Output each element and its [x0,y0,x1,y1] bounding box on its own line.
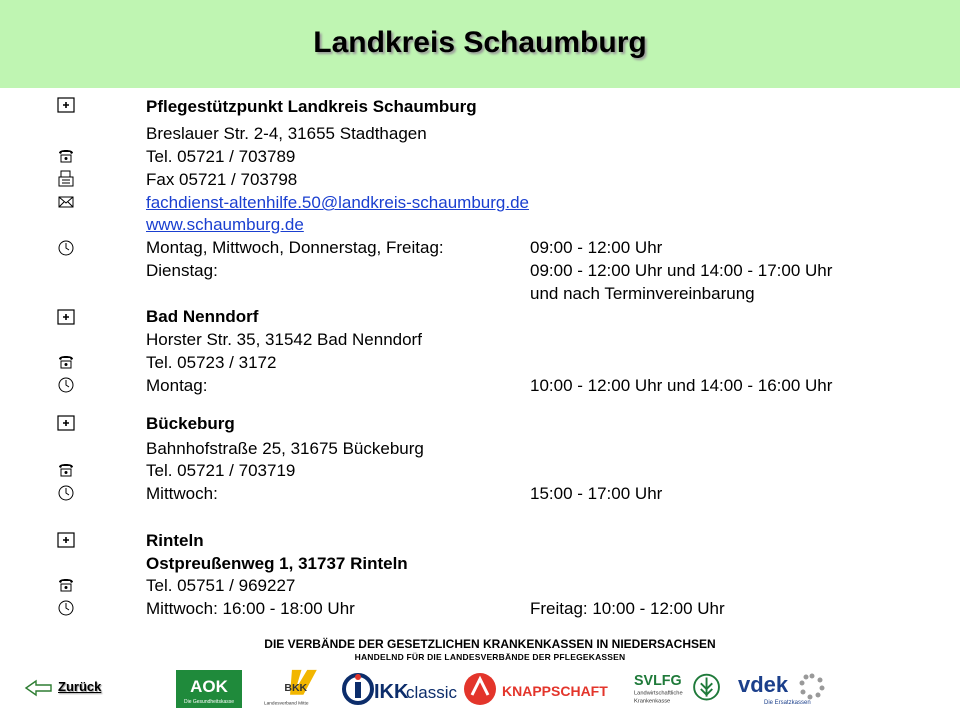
bueckeburg-tel: Tel. 05721 / 703719 [146,461,296,480]
ikk-classic-logo[interactable] [342,668,458,710]
knappschaft-logo-text: KNAPPSCHAFT [502,683,608,699]
vdek-logo-text: vdek [738,672,789,697]
back-button[interactable] [24,674,134,704]
footer-line-2: HANDELND FÜR DIE LANDESVERBÄNDE DER PFLEGEKASSEN [354,652,626,662]
main-tel: Tel. 05721 / 703789 [146,147,296,166]
aok-logo-text: AOK [190,677,228,696]
arrow-left-icon [24,678,54,698]
svlfg-logo-sub2: Krankenkasse [634,698,671,705]
bkk-logo-sub: Landesverband Mitte [263,701,309,707]
health-cross-icon [56,530,76,550]
clock-icon [56,483,76,503]
knappschaft-logo[interactable] [462,668,612,710]
svlfg-logo-text: SVLFG [634,673,682,690]
nenndorf-name: Bad Nenndorf [146,307,259,326]
website-link[interactable]: www.schaumburg.de [146,215,304,234]
main-hours-time-0: 09:00 - 12:00 Uhr [530,238,663,257]
mail-icon [56,192,76,212]
rinteln-address: Ostpreußenweg 1, 31737 Rinteln [146,554,408,573]
rinteln-day: Mittwoch: 16:00 - 18:00 Uhr [146,599,355,618]
ikk-logo-text: IKK [374,681,409,703]
clock-icon [56,238,76,258]
rinteln-tel: Tel. 05751 / 969227 [146,576,296,595]
rinteln-time: Freitag: 10:00 - 12:00 Uhr [530,599,725,618]
svlfg-logo-sub1: Landwirtschaftliche [634,690,683,697]
fax-icon [56,169,76,189]
svlfg-logo[interactable] [628,668,724,710]
bueckeburg-name: Bückeburg [146,414,235,433]
phone-icon [56,575,76,595]
main-hours-day-1: Dienstag: [146,261,218,280]
vdek-logo-sub: Die Ersatzkassen [764,700,811,706]
page-title: Landkreis Schaumburg [313,26,647,59]
main-hours-time-1: 09:00 - 12:00 Uhr und 14:00 - 17:00 Uhr [530,261,833,280]
footer-line-1: DIE VERBÄNDE DER GESETZLICHEN KRANKENKASSEN IN NIEDERSACHSEN [264,637,716,651]
health-cross-icon [56,307,76,327]
bueckeburg-address: Bahnhofstraße 25, 31675 Bückeburg [146,439,424,458]
phone-icon [56,146,76,166]
rinteln-name: Rinteln [146,531,204,550]
main-name: Pflegestützpunkt Landkreis Schaumburg [146,97,477,116]
nenndorf-time: 10:00 - 12:00 Uhr und 14:00 - 16:00 Uhr [530,376,833,395]
nenndorf-day: Montag: [146,376,208,395]
main-address: Breslauer Str. 2-4, 31655 Stadthagen [146,124,427,143]
main-hours-day-0: Montag, Mittwoch, Donnerstag, Freitag: [146,238,444,257]
bueckeburg-day: Mittwoch: [146,484,218,503]
nenndorf-address: Horster Str. 35, 31542 Bad Nenndorf [146,330,422,349]
vdek-logo[interactable] [736,668,828,710]
nenndorf-tel: Tel. 05723 / 3172 [146,353,277,372]
bkk-logo[interactable] [256,668,326,710]
health-cross-icon [56,95,76,115]
phone-icon [56,352,76,372]
aok-logo[interactable] [176,668,242,710]
back-label: Zurück [58,679,102,694]
email-link[interactable]: fachdienst-altenhilfe.50@landkreis-schaumburg.de [146,193,529,212]
ikk-logo-sub: classic [406,683,458,702]
phone-icon [56,460,76,480]
main-hours-time-2: und nach Terminvereinbarung [530,284,755,303]
bueckeburg-time: 15:00 - 17:00 Uhr [530,484,663,503]
aok-logo-sub: Die Gesundheitskasse [183,699,235,705]
clock-icon [56,375,76,395]
bkk-logo-text: BKK [284,681,308,694]
health-cross-icon [56,413,76,433]
clock-icon [56,598,76,618]
main-fax: Fax 05721 / 703798 [146,170,298,189]
